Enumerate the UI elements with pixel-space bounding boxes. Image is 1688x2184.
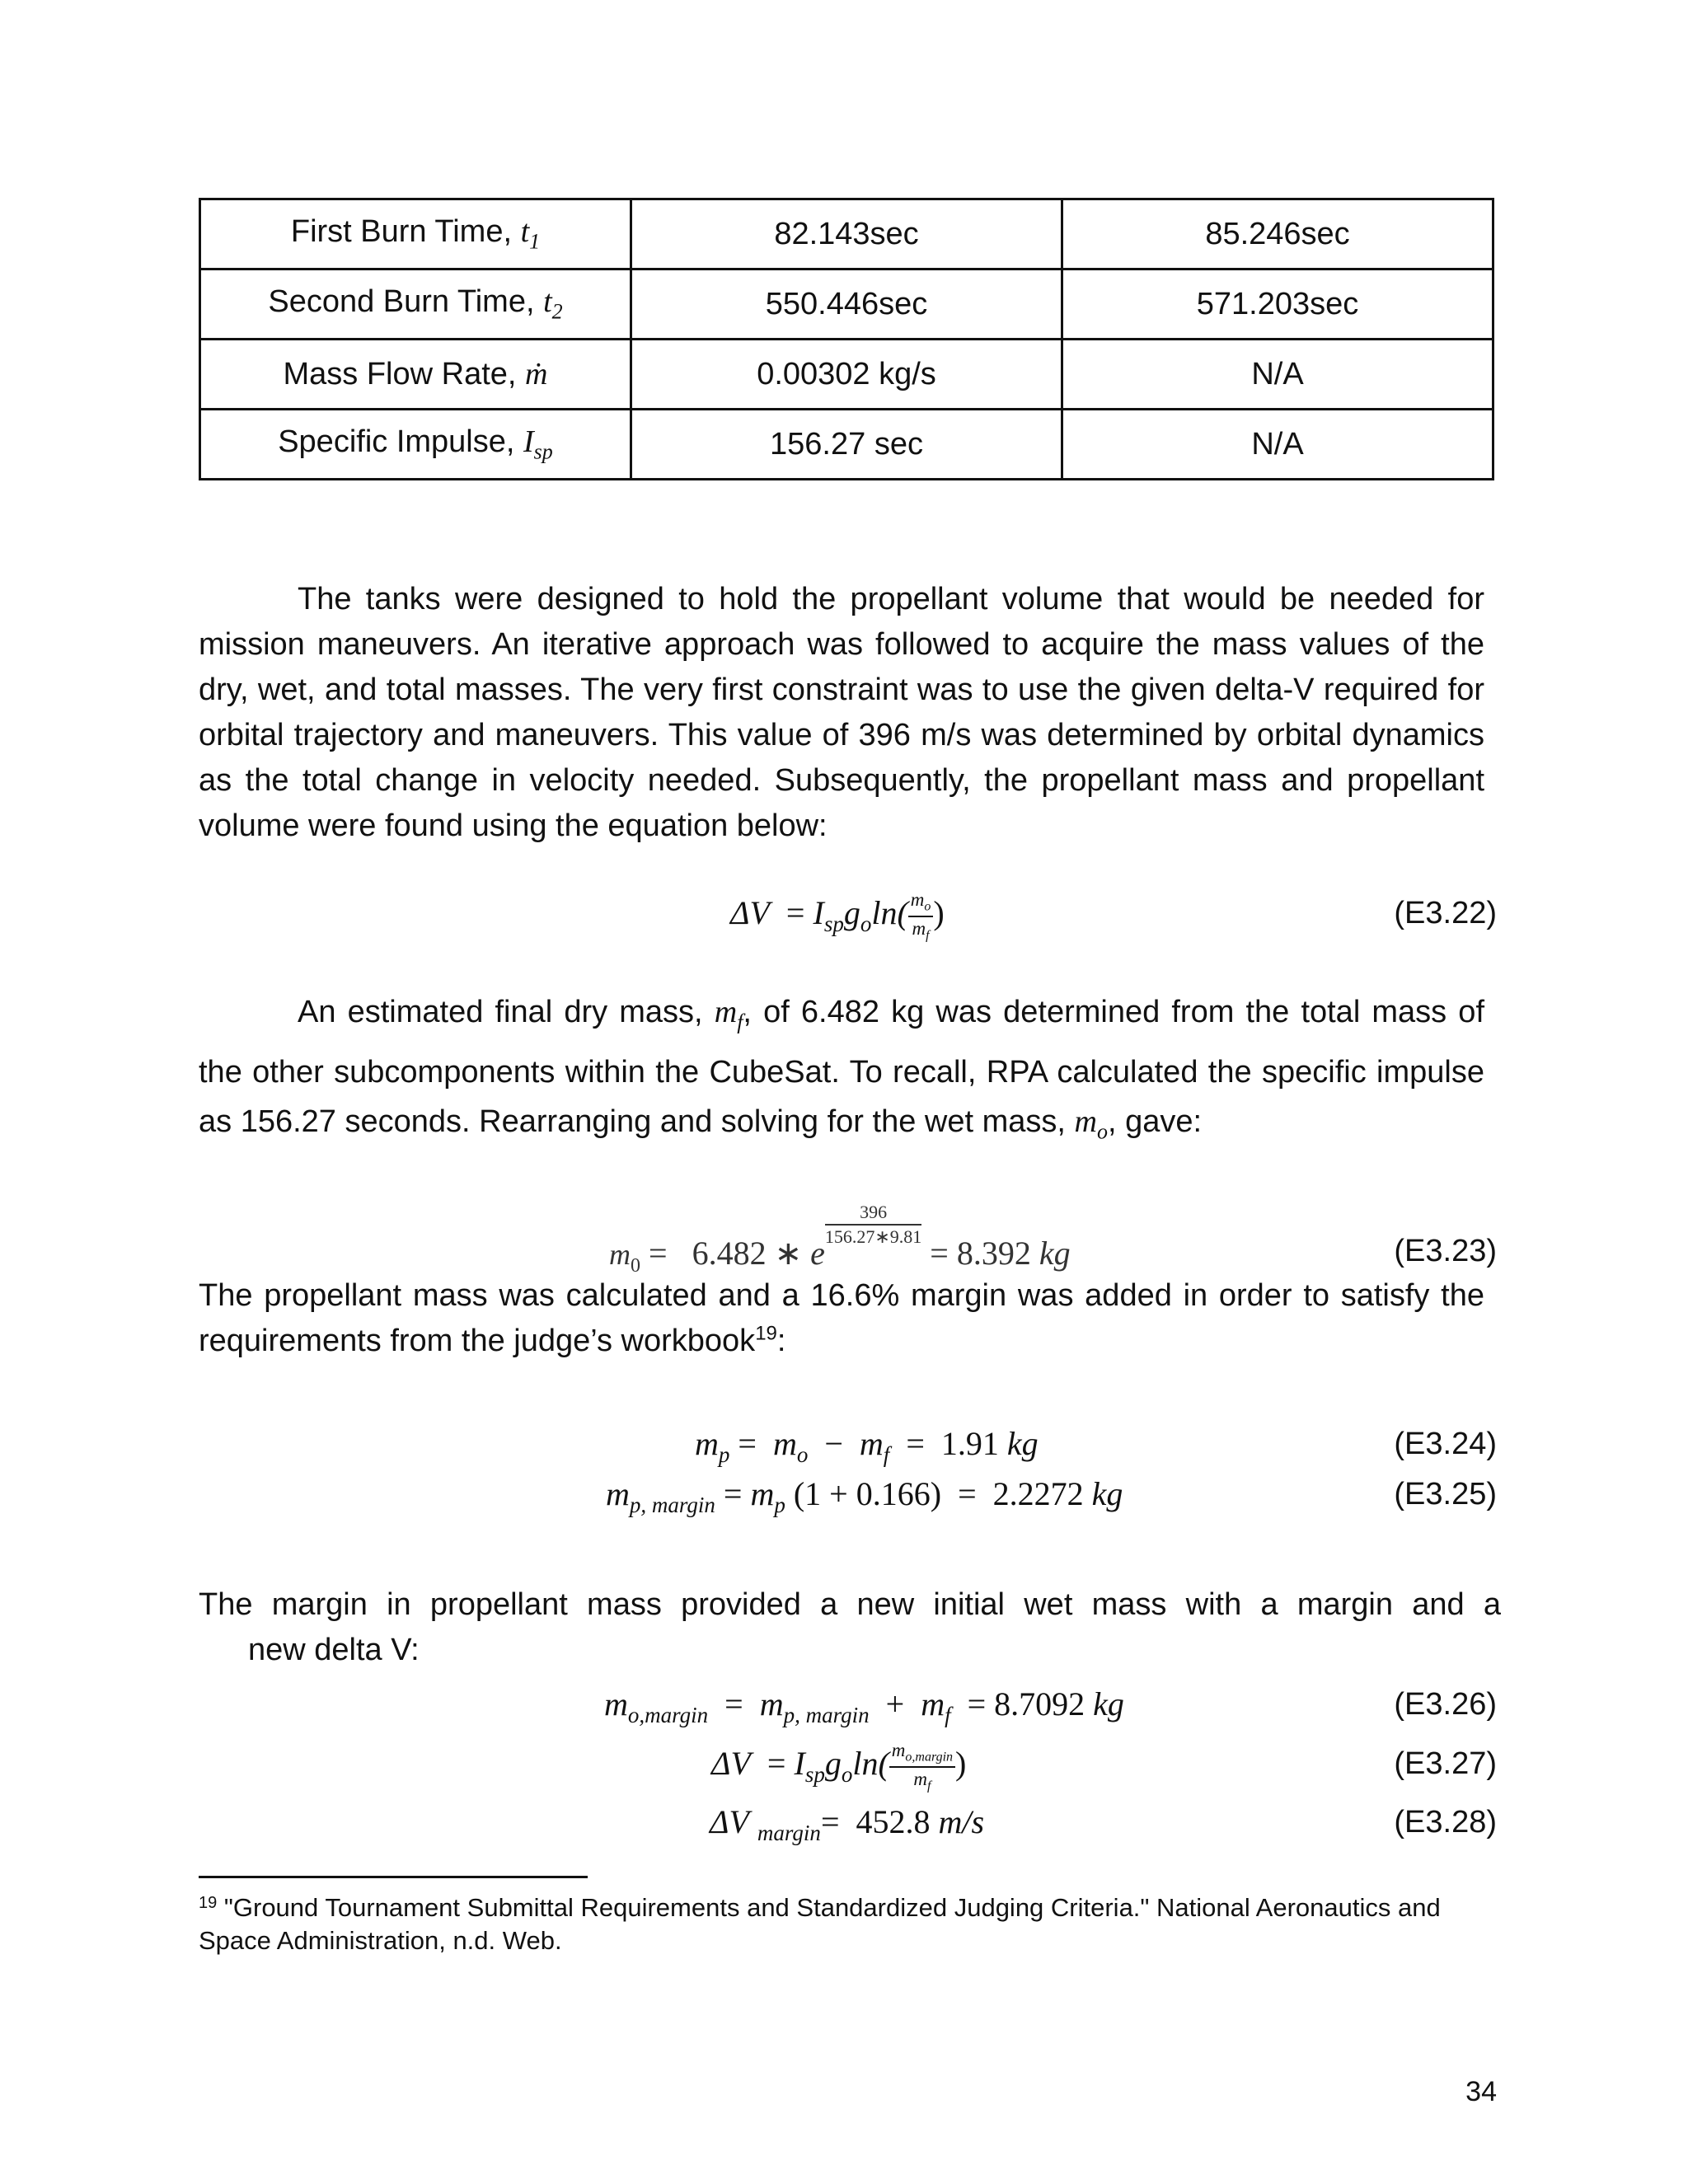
eq-sign: = — [906, 1425, 925, 1462]
eq-base: 6.482 ∗ — [692, 1235, 803, 1272]
eq-minus: − — [824, 1425, 843, 1462]
text-run: The margin in propellant mass provided a new initial wet mass with a margin and a — [199, 1587, 1501, 1622]
inline-symbol-mo — [1074, 1104, 1108, 1144]
equation-number: (E3.24) — [1394, 1427, 1497, 1461]
eq-sign: = — [785, 894, 805, 931]
eq-lhs: ΔV — [711, 1745, 751, 1782]
table-cell-label — [200, 199, 631, 269]
mass-ratio-fraction — [889, 1741, 955, 1793]
text-run: new delta V: — [248, 1633, 420, 1667]
exponent-denominator: 156.27∗9.81 — [824, 1226, 922, 1247]
symbol-base: t — [520, 214, 530, 250]
symbol-subscript: o — [1096, 1119, 1108, 1144]
eq-g-sub: o — [860, 912, 872, 936]
table-cell: 82.143sec — [631, 199, 1062, 269]
eq-lhs-sub: 0 — [631, 1255, 640, 1277]
equation-expression — [695, 1421, 1039, 1478]
eq-lhs-sub: margin — [757, 1821, 821, 1845]
symbol-base: ṁ — [525, 357, 548, 391]
footnote-reference[interactable]: 19 — [755, 1322, 777, 1345]
eq-sign: = — [724, 1685, 743, 1722]
eq-sign: = — [820, 1803, 840, 1840]
table-cell: 571.203sec — [1062, 269, 1493, 340]
symbol — [523, 424, 553, 464]
symbol — [525, 357, 547, 391]
equation-expression — [710, 1799, 984, 1856]
fraction-numerator — [889, 1741, 955, 1768]
eq-term: m — [772, 1425, 797, 1462]
eq-lhs: m — [609, 1238, 631, 1271]
text-run: , gave: — [1107, 1104, 1203, 1139]
num-base: m — [891, 1740, 906, 1761]
equation-e3-28 — [199, 1799, 1497, 1845]
symbol-subscript: sp — [533, 439, 553, 464]
symbol — [520, 214, 541, 254]
eq-value: 452.8 — [856, 1803, 931, 1840]
equation-e3-27 — [199, 1740, 1497, 1793]
num-base: m — [910, 889, 925, 911]
symbol-subscript: 2 — [551, 299, 563, 324]
eq-sign: = — [958, 1475, 977, 1512]
eq-term-sub: f — [883, 1442, 890, 1467]
inline-symbol-mf — [714, 995, 743, 1034]
eq-unit: kg — [1039, 1235, 1071, 1272]
paragraph-tank-design: The tanks were designed to hold the propellant volume that would be needed for mission maneuvers. An iterative approach was followed to acquire the mass values of the dry, wet, and total masses. The very first constraint was to use the given delta-V required for orbital trajectory and maneuvers. This value of 396 m/s was determined by orbital dynamics as the total change in velocity needed. Subsequently, the propellant mass and propellant volume were found using the equation below: — [199, 582, 1484, 843]
exponent-numerator: 396 — [825, 1203, 921, 1226]
equation-expression — [730, 890, 945, 947]
text-run: : — [776, 1324, 786, 1358]
eq-sign: = — [723, 1475, 743, 1512]
symbol-base: I — [523, 424, 534, 460]
eq-isp-sub: sp — [804, 1762, 825, 1787]
eq-g: g — [843, 894, 860, 931]
symbol-subscript: f — [737, 1010, 743, 1034]
equation-number: (E3.22) — [1394, 896, 1497, 930]
eq-term: m — [921, 1685, 945, 1722]
footnote-separator — [199, 1876, 588, 1878]
eq-sign: = — [930, 1235, 949, 1272]
eq-sign: = — [967, 1685, 987, 1722]
num-sub: o — [924, 899, 931, 914]
eq-value: 2.2272 — [992, 1475, 1084, 1512]
eq-lhs: m — [606, 1475, 630, 1512]
eq-g-sub: o — [841, 1762, 853, 1787]
equation-number: (E3.23) — [1394, 1234, 1497, 1268]
footnote — [199, 1891, 1484, 1957]
equation-e3-26 — [199, 1681, 1497, 1727]
footnote-number: 19 — [199, 1894, 218, 1912]
num-sub: o,margin — [905, 1750, 954, 1765]
equation-number: (E3.26) — [1394, 1687, 1497, 1722]
eq-isp: I — [794, 1745, 805, 1782]
den-sub: f — [926, 928, 930, 943]
eq-close-paren: ) — [933, 894, 945, 931]
text-run: The propellant mass was calculated and a 16.6% margin was added in order to satisfy the requirements from the judge’s workbook — [199, 1278, 1484, 1358]
eq-term-sub: p — [774, 1493, 785, 1517]
burn-parameters-table — [199, 198, 1494, 480]
equation-e3-25 — [199, 1471, 1497, 1517]
eq-ln: ln( — [852, 1745, 889, 1782]
page-number: 34 — [1465, 2076, 1497, 2107]
eq-value: 8.7092 — [994, 1685, 1085, 1722]
row-label: First Burn Time, — [290, 214, 513, 250]
eq-term: m — [695, 1425, 719, 1462]
eq-unit: m/s — [938, 1803, 985, 1840]
eq-unit: kg — [1093, 1685, 1124, 1722]
equation-number: (E3.25) — [1394, 1477, 1497, 1511]
table-cell-label — [200, 340, 631, 410]
eq-term: m — [750, 1475, 775, 1512]
equation-expression — [711, 1741, 966, 1797]
equation-e3-22 — [199, 889, 1497, 943]
equation-number: (E3.27) — [1394, 1746, 1497, 1781]
equation-number: (E3.28) — [1394, 1805, 1497, 1840]
fraction-denominator — [908, 917, 934, 943]
eq-lhs: ΔV — [730, 894, 770, 931]
symbol-base: t — [543, 284, 552, 320]
table-row — [200, 199, 1493, 269]
paragraph-propellant-margin — [199, 1273, 1484, 1364]
eq-lhs-sub: p, margin — [629, 1493, 715, 1517]
den-sub: f — [926, 1779, 931, 1793]
mass-ratio-fraction — [908, 890, 934, 942]
symbol-base: m — [1074, 1104, 1097, 1139]
equation-e3-23-number — [199, 1228, 1497, 1274]
eq-lhs: m — [604, 1685, 628, 1722]
row-label: Specific Impulse, — [278, 424, 515, 460]
eq-isp-sub: sp — [823, 912, 844, 936]
eq-paren: (1 + 0.166) — [793, 1475, 942, 1512]
eq-plus: + — [885, 1685, 905, 1722]
text-run: , of 6.482 kg was determined from the total mass of the other subcomponents within the CubeSat. To recall, RPA calculated the specific impulse as 156.27 seconds. Rearranging and solving for the wet mass, — [199, 995, 1484, 1139]
table-cell: 0.00302 kg/s — [631, 340, 1062, 410]
eq-isp: I — [813, 894, 824, 931]
eq-lhs: ΔV — [710, 1803, 749, 1840]
table-row — [200, 340, 1493, 410]
eq-term-sub: o — [796, 1442, 809, 1467]
table-cell: 156.27 sec — [631, 410, 1062, 480]
den-base: m — [913, 1768, 927, 1789]
row-label: Mass Flow Rate, — [283, 357, 517, 391]
equation-e3-24 — [199, 1421, 1497, 1467]
eq-term: m — [759, 1685, 784, 1722]
eq-value: 1.91 — [940, 1425, 999, 1462]
equation-expression — [604, 1681, 1124, 1738]
eq-term-sub: f — [945, 1703, 951, 1727]
table-row — [200, 269, 1493, 340]
eq-result: 8.392 — [956, 1235, 1031, 1272]
symbol-base: m — [714, 995, 738, 1029]
eq-close-paren: ) — [955, 1745, 967, 1782]
symbol-subscript: 1 — [529, 229, 541, 254]
fraction-numerator — [908, 890, 934, 917]
fraction-denominator — [889, 1768, 955, 1793]
table-cell: 550.446sec — [631, 269, 1062, 340]
table-row — [200, 410, 1493, 480]
eq-term: m — [859, 1425, 884, 1462]
eq-term-sub: p — [718, 1442, 730, 1467]
eq-ln: ln( — [871, 894, 908, 931]
table-cell: N/A — [1062, 410, 1493, 480]
equation-expression — [606, 1471, 1123, 1528]
eq-lhs-sub: o,margin — [627, 1703, 709, 1727]
eq-sign: = — [767, 1745, 786, 1782]
eq-exponential: e — [810, 1235, 825, 1272]
eq-unit: kg — [1006, 1425, 1039, 1462]
paragraph-new-wet-mass — [199, 1582, 1501, 1673]
table-cell: 85.246sec — [1062, 199, 1493, 269]
symbol — [543, 284, 563, 324]
table-cell-label — [200, 269, 631, 340]
eq-sign: = — [649, 1235, 668, 1272]
footnote-text: "Ground Tournament Submittal Requirements and Standardized Judging Criteria." National Aeronautics and Space Administration, n.d. Web. — [199, 1893, 1441, 1955]
eq-unit: kg — [1091, 1475, 1123, 1512]
eq-g: g — [824, 1745, 842, 1782]
paragraph-dry-mass — [199, 987, 1484, 1156]
table-cell-label — [200, 410, 631, 480]
text-run: An estimated final dry mass, — [298, 995, 703, 1029]
eq-term-sub: p, margin — [783, 1703, 870, 1727]
den-base: m — [912, 917, 926, 939]
table-cell: N/A — [1062, 340, 1493, 410]
row-label: Second Burn Time, — [268, 284, 535, 320]
eq-sign: = — [738, 1425, 757, 1462]
